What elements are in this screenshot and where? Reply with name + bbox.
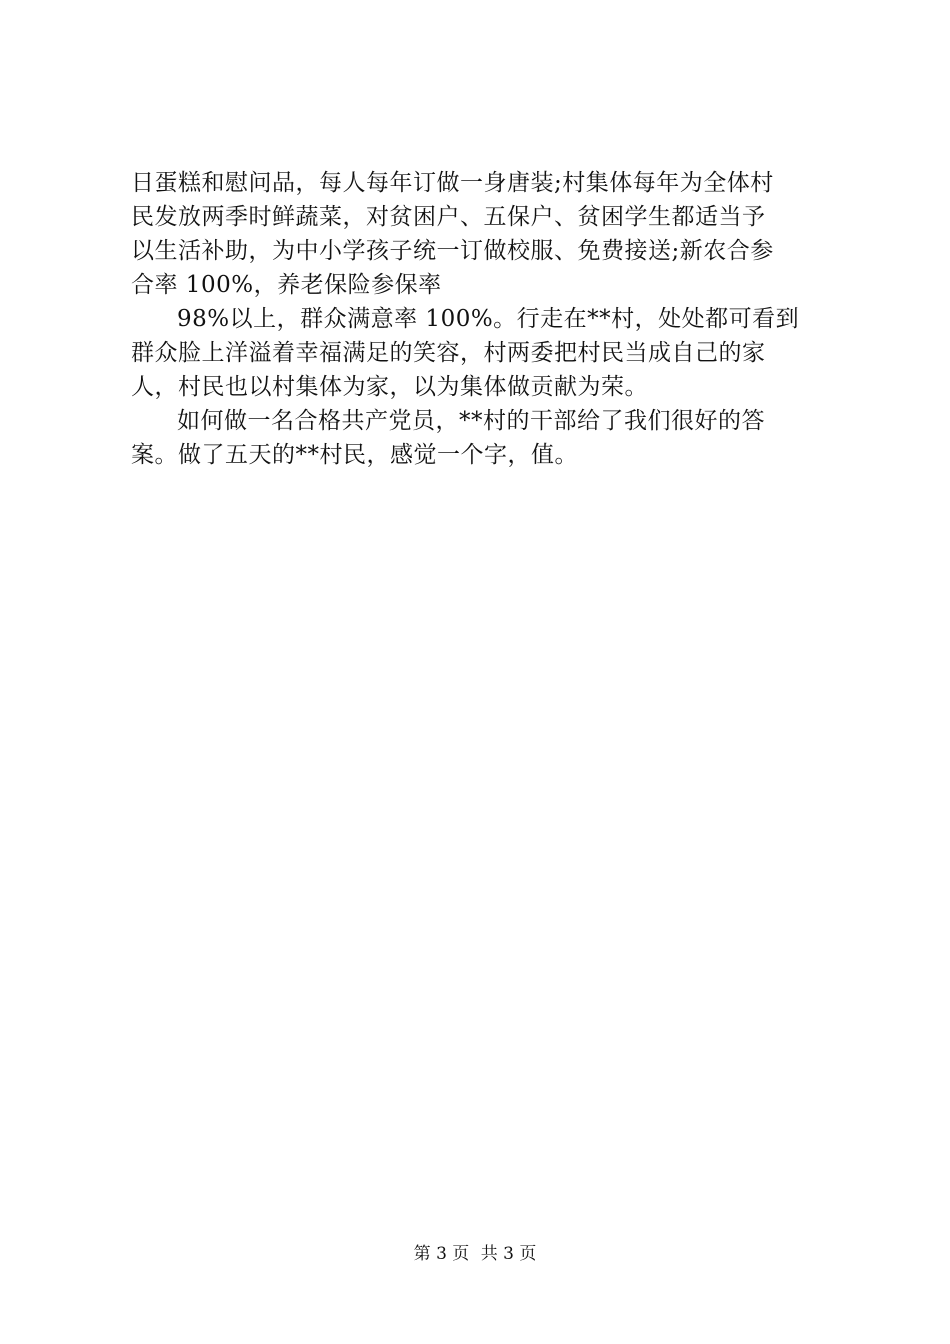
page-footer: [0, 1242, 950, 1266]
text-line: 日蛋糕和慰问品，每人每年订做一身唐装;村集体每年为全体村: [131, 170, 774, 196]
page-number: 第 3 页: [413, 1244, 470, 1264]
paragraph-start-line: 如何做一名合格共产党员，**村的干部给了我们很好的答: [177, 408, 765, 434]
text-line: 人，村民也以村集体为家，以为集体做贡献为荣。: [131, 374, 648, 400]
text-line: 群众脸上洋溢着幸福满足的笑容，村两委把村民当成自己的家: [131, 340, 766, 366]
text-line: 合率 100%，养老保险参保率: [131, 272, 442, 298]
document-body: [131, 166, 831, 472]
paragraph-start-line: 98%以上，群众满意率 100%。行走在**村，处处都可看到: [177, 306, 800, 332]
text-line: 以生活补助，为中小学孩子统一订做校服、免费接送;新农合参: [131, 238, 774, 264]
text-line: 案。做了五天的**村民，感觉一个字，值。: [131, 442, 578, 468]
page-total: 共 3 页: [480, 1244, 537, 1264]
text-line: 民发放两季时鲜蔬菜，对贫困户、五保户、贫困学生都适当予: [131, 204, 766, 230]
